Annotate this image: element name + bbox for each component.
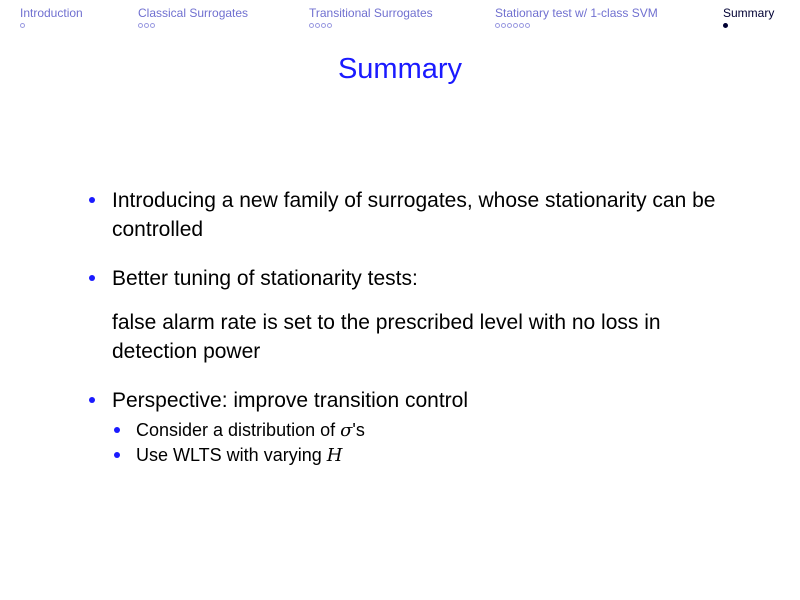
sub-list xyxy=(112,418,748,468)
bullet-icon xyxy=(89,397,95,403)
list-item xyxy=(88,386,748,468)
hurst-symbol: H xyxy=(326,445,343,466)
frame-dot-icon[interactable] xyxy=(150,23,155,28)
frame-dot-icon[interactable] xyxy=(138,23,143,28)
frame-dot-icon[interactable] xyxy=(501,23,506,28)
sub-bullet-icon xyxy=(114,452,120,458)
frame-dot-icon[interactable] xyxy=(309,23,314,28)
frame-dot-icon[interactable] xyxy=(513,23,518,28)
list-item xyxy=(88,264,748,366)
summary-list xyxy=(88,186,748,468)
nav-dots xyxy=(20,21,83,29)
frame-dot-icon[interactable] xyxy=(519,23,524,28)
nav-section-label: Summary xyxy=(723,6,775,20)
nav-section-summary[interactable] xyxy=(723,6,774,29)
list-item-text: Introducing a new family of surrogates, whose stationarity can be controlled xyxy=(112,189,716,241)
slide-title: Summary xyxy=(337,53,463,85)
frame-dot-icon[interactable] xyxy=(327,23,332,28)
bullet-icon xyxy=(89,197,95,203)
list-item-text: Better tuning of stationarity tests: xyxy=(112,267,418,290)
nav-dots xyxy=(723,21,774,29)
section-navigation xyxy=(0,0,800,40)
list-item xyxy=(88,186,748,244)
sub-item-text: Use WLTS with varying xyxy=(136,445,327,465)
nav-section-label: Introduction xyxy=(20,6,83,20)
nav-dots xyxy=(309,21,433,29)
frame-dot-icon[interactable] xyxy=(20,23,25,28)
frame-dot-icon[interactable] xyxy=(321,23,326,28)
sigma-symbol: σ xyxy=(340,420,353,441)
bullet-icon xyxy=(89,275,95,281)
sub-bullet-icon xyxy=(114,427,120,433)
sub-item-suffix: 's xyxy=(352,420,365,440)
current-frame-dot-icon[interactable] xyxy=(723,23,728,28)
frame-dot-icon[interactable] xyxy=(507,23,512,28)
nav-section-introduction[interactable] xyxy=(20,6,83,29)
sub-list-item xyxy=(112,418,748,443)
nav-dots xyxy=(495,21,658,29)
nav-section-transitional-surrogates[interactable] xyxy=(309,6,433,29)
frame-dot-icon[interactable] xyxy=(144,23,149,28)
frame-dot-icon[interactable] xyxy=(495,23,500,28)
nav-dots xyxy=(138,21,248,29)
nav-section-stationary-test[interactable] xyxy=(495,6,658,29)
sub-list-item xyxy=(112,443,748,468)
list-item-text: Perspective: improve transition control xyxy=(112,389,468,412)
nav-section-classical-surrogates[interactable] xyxy=(138,6,248,29)
frame-dot-icon[interactable] xyxy=(315,23,320,28)
frame-dot-icon[interactable] xyxy=(525,23,530,28)
list-item-continuation: false alarm rate is set to the prescribed level with no loss in detection power xyxy=(112,311,661,363)
nav-section-label: Classical Surrogates xyxy=(138,6,249,20)
nav-section-label: Stationary test w/ 1-class SVM xyxy=(495,6,658,20)
nav-section-label: Transitional Surrogates xyxy=(309,6,433,20)
sub-item-text: Consider a distribution of xyxy=(136,420,341,440)
